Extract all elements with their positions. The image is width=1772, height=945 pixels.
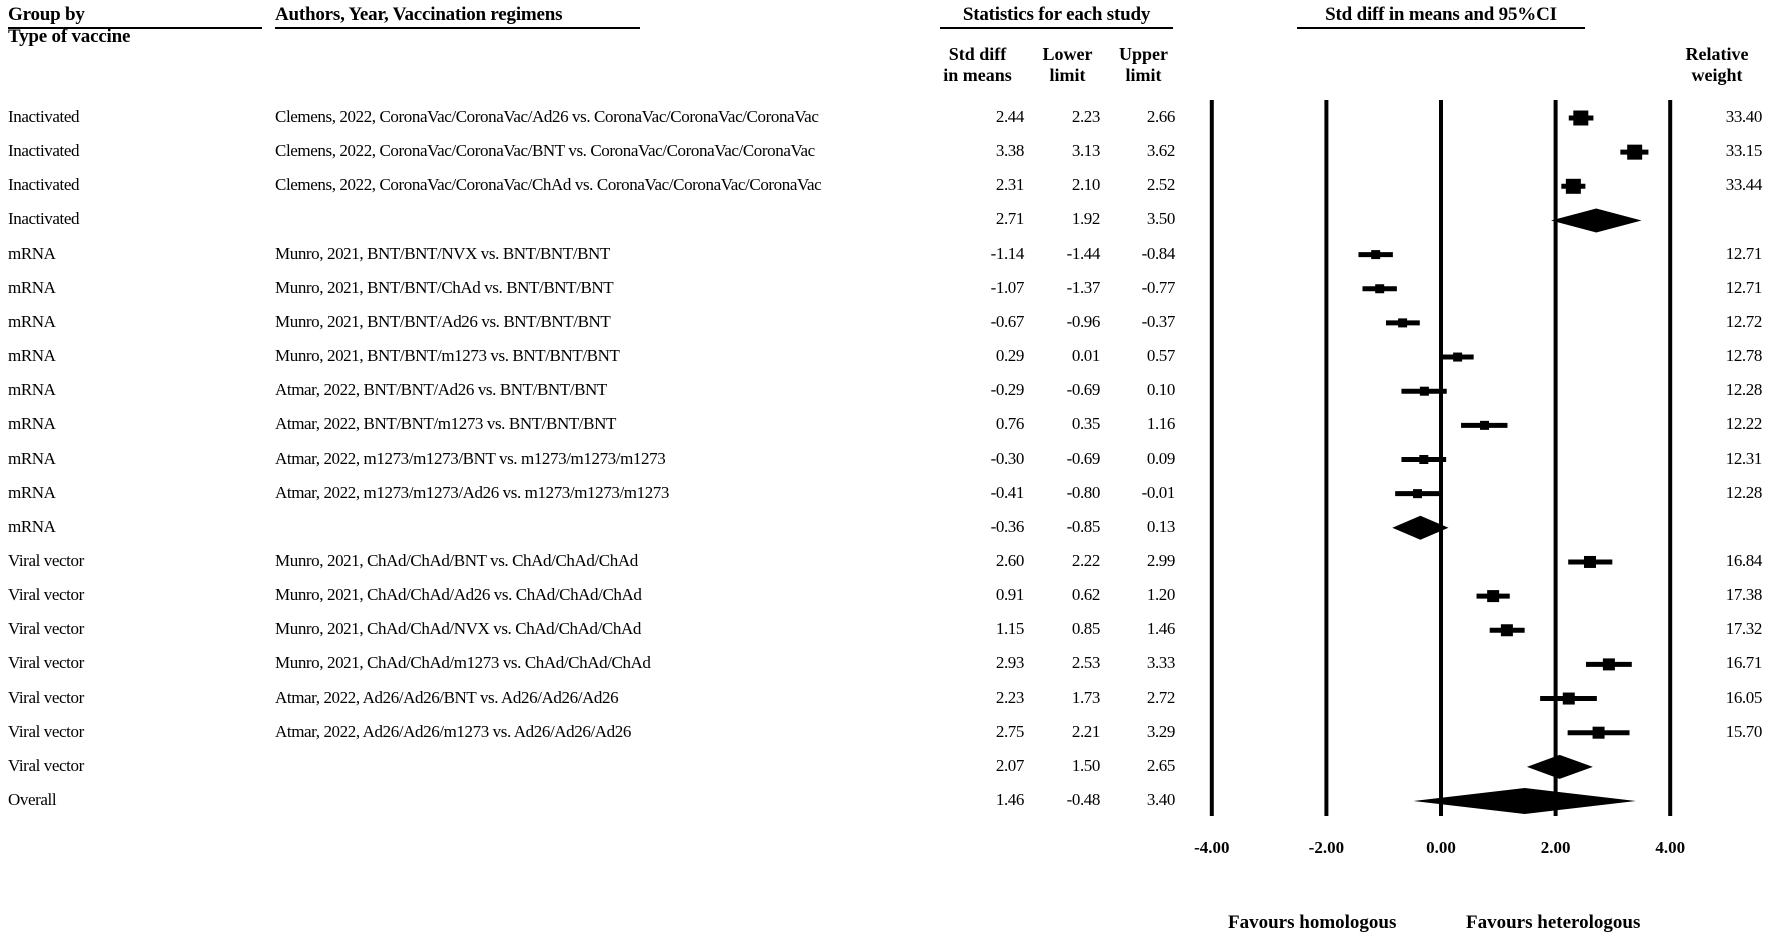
favours-heterologous-label: Favours heterologous [1466, 912, 1641, 933]
group-cell: mRNA [8, 243, 56, 263]
smd-cell: 3.38 [995, 141, 1024, 161]
smd-cell: -0.67 [990, 311, 1024, 331]
point-estimate-square [1420, 387, 1429, 396]
lower-cell: 2.10 [1071, 175, 1100, 195]
summary-diamond [1527, 755, 1593, 779]
study-cell: Clemens, 2022, CoronaVac/CoronaVac/ChAd vs. CoronaVac/CoronaVac/CoronaVac [275, 175, 822, 195]
axis-tick-label: 2.00 [1540, 838, 1571, 857]
point-estimate-square [1413, 489, 1422, 498]
plot-header: Std diff in means and 95%CI [1297, 4, 1585, 29]
upper-cell: 0.57 [1146, 346, 1175, 366]
upper-cell: 2.65 [1146, 755, 1175, 775]
point-estimate-square [1603, 658, 1615, 670]
weight-cell: 15.70 [1725, 721, 1762, 741]
weight-cell: 12.28 [1725, 380, 1762, 400]
upper-cell: 2.72 [1146, 687, 1175, 707]
lower-cell: 2.21 [1071, 721, 1100, 741]
smd-cell: -0.41 [990, 482, 1024, 502]
point-estimate-square [1627, 145, 1642, 160]
upper-cell: 2.52 [1146, 175, 1175, 195]
group-cell: Inactivated [8, 141, 80, 161]
point-estimate-square [1566, 179, 1581, 194]
upper-cell: -0.37 [1141, 311, 1175, 331]
smd-cell: 2.71 [995, 209, 1024, 229]
study-cell: Munro, 2021, ChAd/ChAd/BNT vs. ChAd/ChAd/ChAd [275, 550, 638, 570]
weight-cell: 17.32 [1725, 619, 1762, 639]
point-estimate-square [1375, 284, 1384, 293]
upper-cell: 1.20 [1146, 585, 1175, 605]
group-cell: Viral vector [8, 687, 84, 707]
axis-tick-label: -2.00 [1308, 838, 1345, 857]
upper-cell: 3.29 [1146, 721, 1175, 741]
upper-cell: 0.10 [1146, 380, 1175, 400]
favours-homologous-label: Favours homologous [1228, 912, 1397, 933]
summary-diamond [1413, 788, 1635, 814]
smd-cell: 0.76 [995, 414, 1024, 434]
point-estimate-square [1593, 727, 1605, 739]
smd-cell: 2.93 [995, 653, 1024, 673]
lower-cell: 3.13 [1071, 141, 1100, 161]
group-cell: Viral vector [8, 721, 84, 741]
upper-cell: 0.13 [1146, 516, 1175, 536]
point-estimate-square [1563, 693, 1575, 705]
upper-cell: 3.33 [1146, 653, 1175, 673]
group-cell: Inactivated [8, 209, 80, 229]
group-cell: mRNA [8, 311, 56, 331]
axis-tick-label: -4.00 [1194, 838, 1230, 857]
col-header-smd-line1: Std diff [948, 44, 1007, 64]
upper-cell: -0.84 [1141, 243, 1175, 263]
weight-cell: 12.28 [1725, 482, 1762, 502]
study-cell: Munro, 2021, ChAd/ChAd/Ad26 vs. ChAd/ChAd/ChAd [275, 585, 642, 605]
group-cell: mRNA [8, 448, 56, 468]
lower-cell: 0.35 [1071, 414, 1100, 434]
weight-cell: 17.38 [1725, 585, 1762, 605]
lower-cell: -0.96 [1066, 311, 1100, 331]
weight-cell: 12.78 [1725, 346, 1762, 366]
weight-cell: 12.71 [1725, 243, 1762, 263]
smd-cell: 0.29 [995, 346, 1024, 366]
lower-cell: 2.53 [1071, 653, 1100, 673]
upper-cell: 3.62 [1146, 141, 1175, 161]
weight-cell: 33.44 [1725, 175, 1762, 195]
smd-cell: 2.31 [995, 175, 1024, 195]
lower-cell: 0.62 [1071, 585, 1100, 605]
lower-cell: 1.50 [1071, 755, 1100, 775]
group-cell: mRNA [8, 277, 56, 297]
smd-cell: -0.29 [990, 380, 1024, 400]
summary-diamond [1551, 208, 1642, 232]
point-estimate-square [1501, 624, 1513, 636]
col-header-weight-line2: weight [1691, 65, 1743, 85]
point-estimate-square [1419, 455, 1428, 464]
group-cell: Viral vector [8, 619, 84, 639]
weight-cell: 12.71 [1725, 277, 1762, 297]
weight-cell: 12.31 [1725, 448, 1762, 468]
study-cell: Munro, 2021, ChAd/ChAd/m1273 vs. ChAd/ChAd/ChAd [275, 653, 651, 673]
col-header-smd-line2: in means [943, 65, 1012, 85]
upper-cell: 2.66 [1146, 107, 1175, 126]
group-cell: Inactivated [8, 107, 80, 126]
study-cell: Munro, 2021, ChAd/ChAd/NVX vs. ChAd/ChAd/ChAd [275, 619, 641, 639]
col-header-upper-line1: Upper [1119, 44, 1168, 64]
lower-cell: 0.01 [1071, 346, 1100, 366]
col-header-lower-line2: limit [1049, 65, 1086, 85]
study-cell: Atmar, 2022, m1273/m1273/BNT vs. m1273/m1273/m1273 [275, 448, 666, 468]
study-cell: Munro, 2021, BNT/BNT/Ad26 vs. BNT/BNT/BNT [275, 311, 611, 331]
authors-header: Authors, Year, Vaccination regimens [275, 4, 640, 29]
smd-cell: 2.60 [995, 550, 1024, 570]
smd-cell: -1.14 [990, 243, 1024, 263]
lower-cell: -1.44 [1066, 243, 1100, 263]
point-estimate-square [1573, 111, 1588, 126]
weight-cell: 16.71 [1725, 653, 1762, 673]
lower-cell: -0.69 [1066, 448, 1100, 468]
smd-cell: -0.36 [990, 516, 1024, 536]
study-cell: Munro, 2021, BNT/BNT/ChAd vs. BNT/BNT/BNT [275, 277, 614, 297]
upper-cell: -0.77 [1141, 277, 1175, 297]
study-cell: Munro, 2021, BNT/BNT/NVX vs. BNT/BNT/BNT [275, 243, 610, 263]
upper-cell: 2.99 [1146, 550, 1175, 570]
smd-cell: 0.91 [995, 585, 1024, 605]
statistics-header: Statistics for each study [940, 4, 1173, 29]
lower-cell: -0.85 [1066, 516, 1100, 536]
study-cell: Atmar, 2022, BNT/BNT/Ad26 vs. BNT/BNT/BNT [275, 380, 607, 400]
group-cell: mRNA [8, 346, 56, 366]
study-cell: Atmar, 2022, Ad26/Ad26/m1273 vs. Ad26/Ad26/Ad26 [275, 721, 631, 741]
lower-cell: -0.80 [1066, 482, 1100, 502]
weight-cell: 12.22 [1725, 414, 1762, 434]
weight-cell: 16.84 [1725, 550, 1762, 570]
upper-cell: 0.09 [1146, 448, 1175, 468]
smd-cell: -0.30 [990, 448, 1024, 468]
weight-cell: 12.72 [1725, 311, 1762, 331]
weight-cell: 16.05 [1725, 687, 1762, 707]
study-cell: Clemens, 2022, CoronaVac/CoronaVac/BNT vs. CoronaVac/CoronaVac/CoronaVac [275, 141, 815, 161]
upper-cell: 1.46 [1146, 619, 1175, 639]
point-estimate-square [1480, 421, 1489, 430]
smd-cell: 2.23 [995, 687, 1024, 707]
lower-cell: 0.85 [1071, 619, 1100, 639]
axis-tick-label: 0.00 [1426, 838, 1456, 857]
group-cell: mRNA [8, 414, 56, 434]
group-cell: Overall [8, 790, 57, 809]
lower-cell: 1.92 [1071, 209, 1100, 229]
lower-cell: 2.22 [1071, 550, 1100, 570]
point-estimate-square [1487, 590, 1499, 602]
upper-cell: 3.50 [1146, 209, 1175, 229]
upper-cell: -0.01 [1141, 482, 1175, 502]
point-estimate-square [1398, 318, 1407, 327]
group-by-header: Group by [8, 4, 262, 29]
group-cell: Viral vector [8, 653, 84, 673]
weight-cell: 33.15 [1725, 141, 1762, 161]
smd-cell: 2.07 [995, 755, 1024, 775]
smd-cell: 2.75 [995, 721, 1024, 741]
type-of-vaccine-header: Type of vaccine [8, 26, 131, 47]
lower-cell: -1.37 [1066, 277, 1100, 297]
upper-cell: 1.16 [1146, 414, 1175, 434]
group-cell: mRNA [8, 516, 56, 536]
group-cell: Viral vector [8, 550, 84, 570]
smd-cell: 1.46 [995, 790, 1024, 809]
group-cell: Viral vector [8, 585, 84, 605]
axis-tick-label: 4.00 [1655, 838, 1686, 857]
study-cell: Atmar, 2022, Ad26/Ad26/BNT vs. Ad26/Ad26/Ad26 [275, 687, 619, 707]
smd-cell: 2.44 [995, 107, 1024, 126]
group-cell: mRNA [8, 380, 56, 400]
col-header-weight-line1: Relative [1685, 44, 1749, 64]
lower-cell: -0.69 [1066, 380, 1100, 400]
lower-cell: 2.23 [1071, 107, 1100, 126]
study-cell: Clemens, 2022, CoronaVac/CoronaVac/Ad26 vs. CoronaVac/CoronaVac/CoronaVac [275, 107, 819, 126]
lower-cell: 1.73 [1071, 687, 1100, 707]
group-cell: Inactivated [8, 175, 80, 195]
study-cell: Atmar, 2022, m1273/m1273/Ad26 vs. m1273/m1273/m1273 [275, 482, 670, 502]
point-estimate-square [1584, 556, 1596, 568]
smd-cell: 1.15 [995, 619, 1024, 639]
smd-cell: -1.07 [990, 277, 1024, 297]
study-cell: Atmar, 2022, BNT/BNT/m1273 vs. BNT/BNT/BNT [275, 414, 616, 434]
weight-cell: 33.40 [1725, 107, 1762, 126]
study-cell: Munro, 2021, BNT/BNT/m1273 vs. BNT/BNT/BNT [275, 346, 620, 366]
point-estimate-square [1453, 353, 1462, 362]
lower-cell: -0.48 [1066, 790, 1100, 809]
point-estimate-square [1371, 250, 1380, 259]
upper-cell: 3.40 [1146, 790, 1175, 809]
group-cell: Viral vector [8, 755, 84, 775]
col-header-lower-line1: Lower [1042, 44, 1093, 64]
group-cell: mRNA [8, 482, 56, 502]
col-header-upper-line2: limit [1125, 65, 1162, 85]
